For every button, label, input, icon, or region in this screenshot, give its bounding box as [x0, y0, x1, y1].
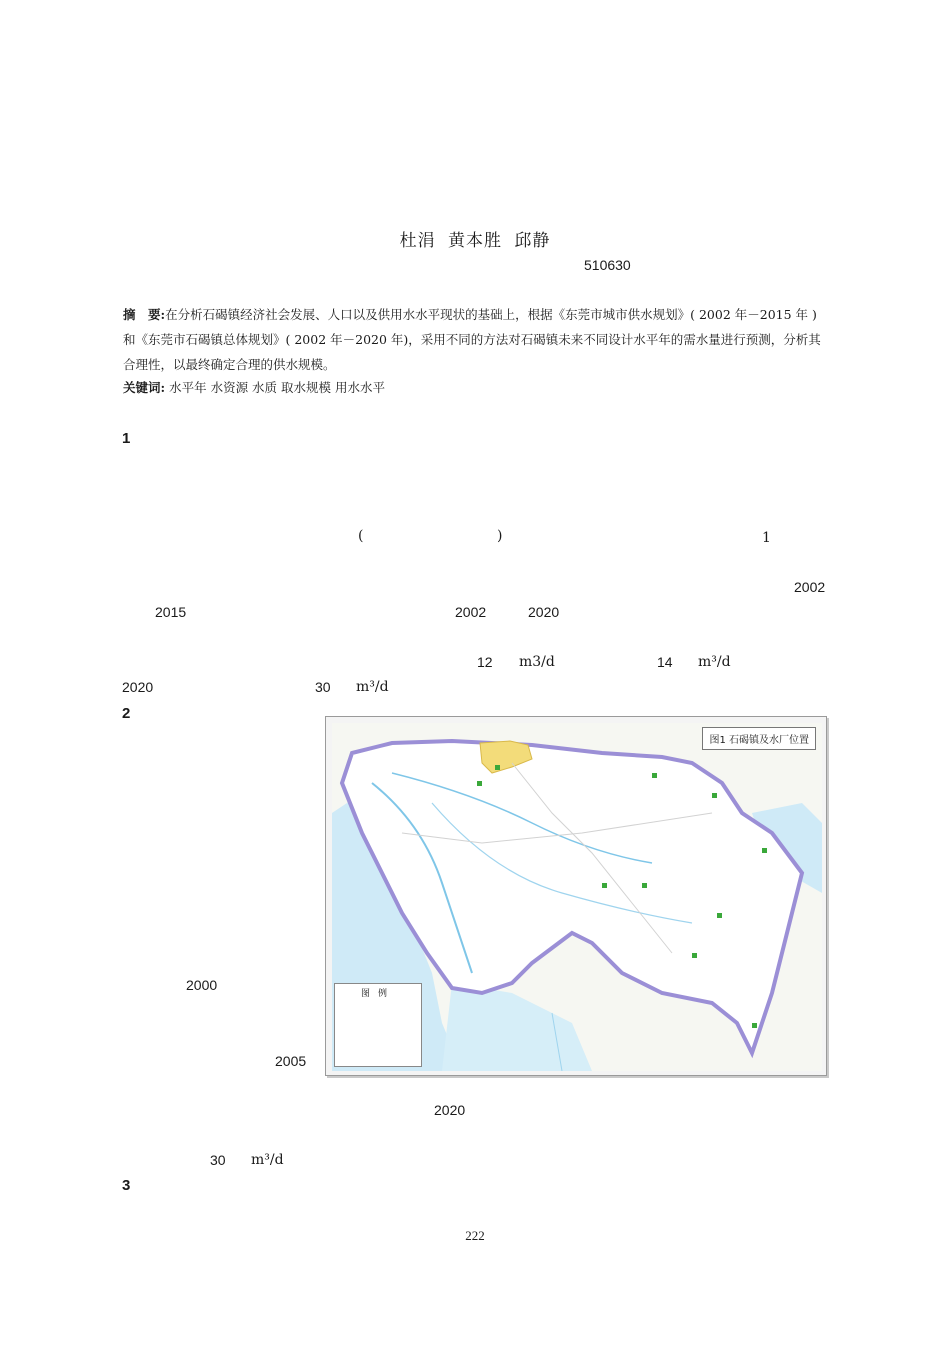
- page-number: 222: [465, 1228, 485, 1243]
- value-30-a: 30: [315, 679, 331, 695]
- keywords-text: 水平年 水资源 水质 取水规模 用水水平: [169, 380, 386, 395]
- map-legend: [334, 983, 422, 1067]
- postcode: 510630: [584, 257, 631, 273]
- year-2020-a: 2020: [528, 604, 560, 620]
- figure-reference: 1: [762, 530, 771, 546]
- water-plant-marker: [692, 953, 697, 958]
- unit-30-a: m³/d: [356, 679, 389, 695]
- water-plant-marker: [752, 1023, 757, 1028]
- year-2002-a: 2002: [794, 579, 826, 595]
- value-30-b: 30: [210, 1152, 226, 1168]
- section-heading-2: 2: [122, 705, 131, 722]
- section-heading-1: 1: [122, 430, 131, 447]
- year-2002-b: 2002: [455, 604, 487, 620]
- water-plant-marker: [602, 883, 607, 888]
- water-plant-marker: [712, 793, 717, 798]
- value-14: 14: [657, 654, 673, 670]
- value-12: 12: [477, 654, 493, 670]
- abstract: [123, 302, 831, 377]
- legend-title: 图例: [360, 989, 395, 999]
- figure-title: 图1 石碣镇及水厂位置: [702, 727, 816, 750]
- water-plant-marker: [642, 883, 647, 888]
- section-heading-3: 3: [122, 1177, 131, 1194]
- water-plant-marker: [477, 781, 482, 786]
- paren-close: ): [497, 528, 503, 544]
- abstract-text: 在分析石碣镇经济社会发展、人口以及供用水水平现状的基础上，根据《东莞市城市供水规划》( 2002 年－2015 年 ) 和《东莞市石碣镇总体规划》( 2002 年－2020 年)，采用不同的方法对石碣镇未来不同设计水平年的需水量进行预测，分析其合理性，以最终确定合理的供水规模。: [123, 307, 821, 372]
- unit-12: m3/d: [519, 654, 555, 670]
- year-2015: 2015: [155, 604, 187, 620]
- keywords: [123, 378, 385, 396]
- location-map-figure: [325, 716, 827, 1076]
- unit-30-b: m³/d: [251, 1152, 284, 1168]
- year-2005: 2005: [275, 1053, 307, 1069]
- authors-line: 杜涓 黄本胜 邱静: [399, 231, 551, 251]
- unit-14: m³/d: [698, 654, 731, 670]
- water-plant-marker: [717, 913, 722, 918]
- keywords-label: 关键词:: [123, 380, 166, 395]
- year-2020-c: 2020: [434, 1102, 466, 1118]
- water-plant-marker: [495, 765, 500, 770]
- water-plant-marker: [652, 773, 657, 778]
- year-2000: 2000: [186, 977, 218, 993]
- paren-open: (: [358, 528, 364, 544]
- abstract-label: 摘 要:: [123, 307, 166, 322]
- water-plant-marker: [762, 848, 767, 853]
- year-2020-b: 2020: [122, 679, 154, 695]
